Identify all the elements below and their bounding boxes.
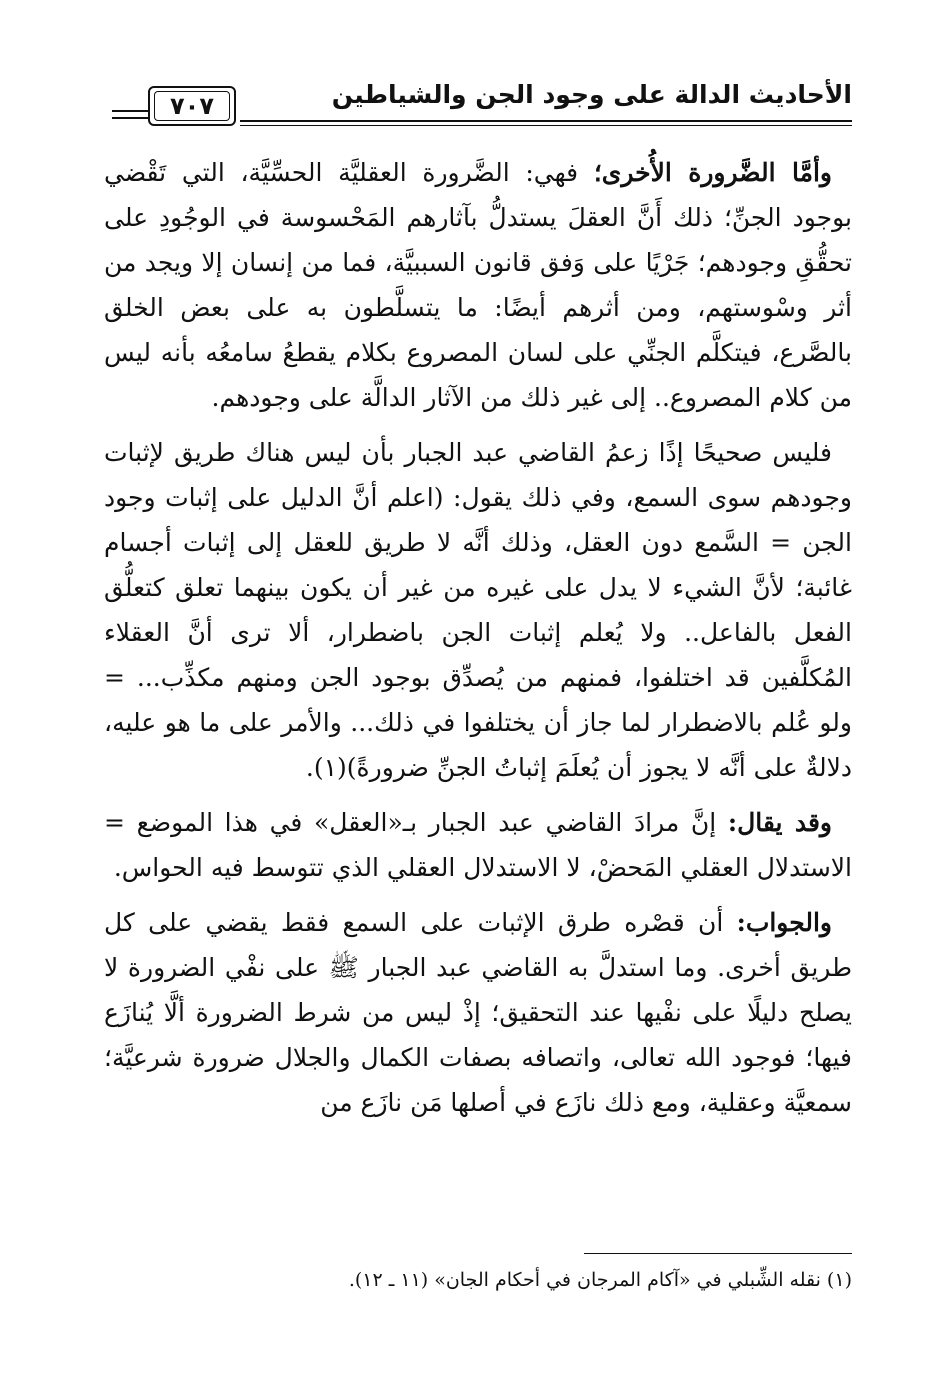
paragraph-text: إنَّ مرادَ القاضي عبد الجبار بـ«العقل» في هذا الموضع = الاستدلال العقلي المَحضْ، لا الاستدلال العقلي الذي تتوسط فيه الحواس.: [104, 808, 852, 882]
header-rule-thin: [240, 125, 852, 126]
page-number-box: [148, 86, 236, 126]
running-title: الأحاديث الدالة على وجود الجن والشياطين: [331, 80, 852, 109]
paragraph-text: فهي: الضَّرورة العقليَّة الحسِّيَّة، التي تَقْضي بوجود الجنِّ؛ ذلك أَنَّ العقلَ يستدلُّ بآثارهم المَحْسوسة في الوجُودِ على تحقُّقِ وجودهم؛ جَرْيًا على وَفق قانون السببيَّة، فما من إنسان إلا ويجد من أثر وسْوستهم، ومن أثرهم أيضًا: ما يتسلَّطون به على بعض الخلق بالصَّرع، فيتكلَّم الجنِّي على لسان المصروع بكلام يقطعُ سامعُه بأنه ليس من كلام المصروع.. إلى غير ذلك من الآثار الدالَّة على وجودهم.: [104, 158, 852, 412]
paragraph: [104, 430, 852, 790]
paragraph-lead: وأمَّا الضَّرورة الأُخرى؛: [593, 158, 833, 187]
paragraph-lead: وقد يقال:: [727, 808, 832, 837]
paragraph: [104, 150, 852, 420]
page-number: ٧٠٧: [154, 91, 230, 121]
paragraph: [104, 900, 852, 1125]
paragraph-text: فليس صحيحًا إذًا زعمُ القاضي عبد الجبار بأن ليس هناك طريق لإثبات وجودهم سوى السمع، وفي ذلك يقول: (اعلم أنَّ الدليل على إثبات وجود الجن = السَّمع دون العقل، وذلك أنَّه لا طريق للعقل إلى إثبات أجسام غائبة؛ لأنَّ الشيء لا يدل على غيره من غير أن يكون بينهما تعلق كتعلُّق الفعل بالفاعل.. ولا يُعلم إثبات الجن باضطرار، ألا ترى أنَّ العقلاء المُكلَّفين قد اختلفوا، فمنهم من يُصدِّق بوجود الجن ومنهم مكذِّب... = ولو عُلم بالاضطرار لما جاز أن يختلفوا في ذلك... والأمر على ما هو عليه، دلالةٌ على أنَّه لا يجوز أن يُعلَمَ إثباتُ الجنِّ ضرورةً)(١).: [104, 438, 852, 782]
paragraph-text: أن قصْره طرق الإثبات على السمع فقط يقضي على كل طريق أخرى. وما استدلَّ به القاضي عبد الجبار ﷺ على نفْي الضرورة لا يصلح دليلًا على نفْيها عند التحقيق؛ إذْ ليس من شرط الضرورة ألَّا يُنازَع فيها؛ فوجود الله تعالى، واتصافه بصفات الكمال والجلال ضرورة شرعيَّة؛ سمعيَّة وعقلية، ومع ذلك نازَع في أصلها مَن نازَع من: [104, 908, 852, 1117]
paragraph: [104, 800, 852, 890]
header-rule-left-bottom: [112, 117, 148, 119]
header-rule: [240, 120, 852, 122]
main-text: [104, 150, 852, 1135]
paragraph-lead: والجواب:: [736, 908, 832, 937]
footnote-separator: [584, 1253, 852, 1254]
page-header: [104, 72, 852, 132]
header-rule-left-top: [112, 110, 148, 112]
footnote: (١) نقله الشِّبلي في «آكام المرجان في أحكام الجان» (١١ ـ ١٢).: [348, 1269, 852, 1291]
